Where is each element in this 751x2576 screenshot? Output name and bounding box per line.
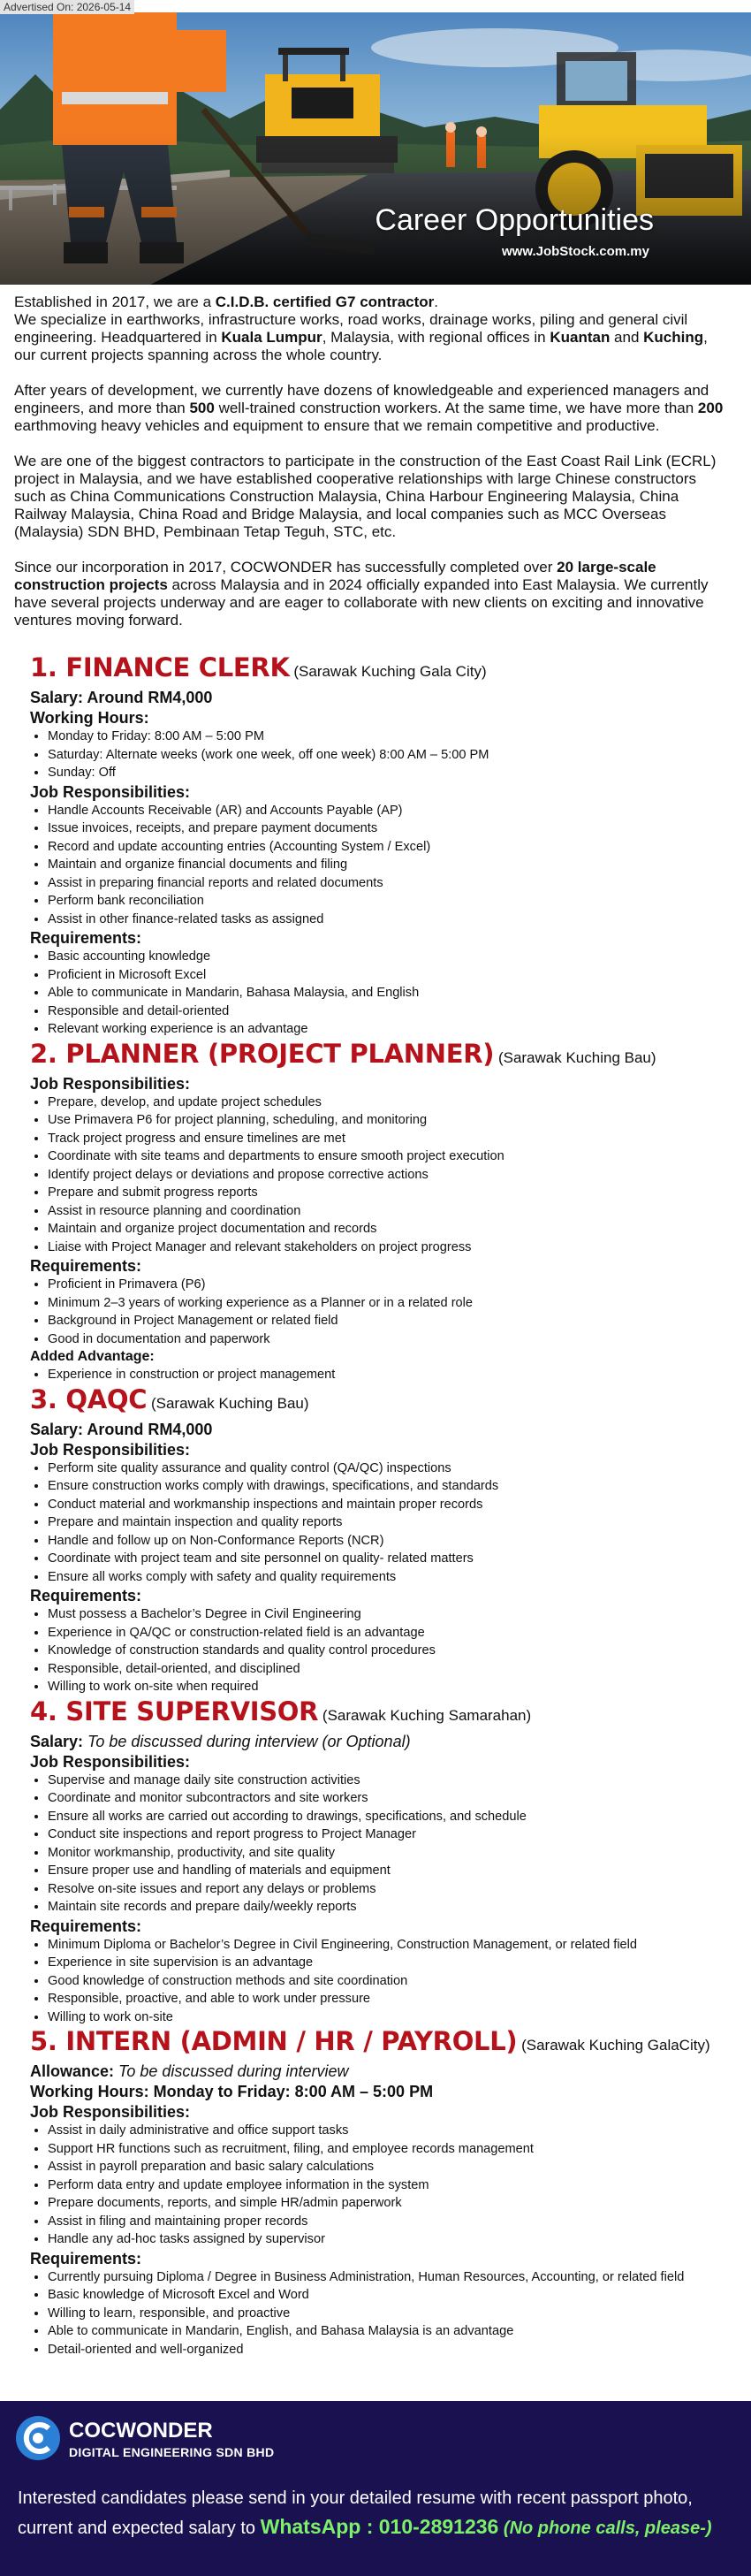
- intro-bold: Kuching: [643, 329, 704, 346]
- requirements-list: [30, 1276, 737, 1348]
- list-item: • Experience in QA/QC or construction-related field is an advantage: [48, 1624, 737, 1642]
- section-heading: Working Hours:: [30, 709, 149, 727]
- whatsapp-number[interactable]: WhatsApp : 010-2891236: [260, 2515, 499, 2538]
- list-item: • Willing to learn, responsible, and proactive: [48, 2305, 737, 2323]
- job-heading: [30, 1039, 737, 1074]
- advantage-list: [30, 1366, 737, 1384]
- list-item: • Assist in other finance-related tasks as assigned: [48, 911, 737, 929]
- intro-text: , our current projects spanning across the whole country.: [14, 329, 708, 363]
- hero-banner: [0, 12, 751, 285]
- list-item: • Proficient in Microsoft Excel: [48, 966, 737, 985]
- list-item: • Support HR functions such as recruitment, filing, and employee records management: [48, 2140, 737, 2159]
- company-name: COCWONDER: [69, 2419, 213, 2443]
- job-location: (Sarawak Kuching Bau): [147, 1394, 309, 1412]
- list-item: • Knowledge of construction standards and quality control procedures: [48, 1642, 737, 1660]
- list-item: • Assist in filing and maintaining proper records: [48, 2213, 737, 2231]
- working-hours-list: [30, 728, 737, 782]
- responsibilities-list: [30, 1459, 737, 1587]
- list-item: • Monday to Friday: 8:00 AM – 5:00 PM: [48, 728, 737, 746]
- list-item: • Prepare documents, reports, and simple HR/admin paperwork: [48, 2194, 737, 2213]
- list-item: • Identify project delays or deviations and propose corrective actions: [48, 1166, 737, 1185]
- list-item: • Good in documentation and paperwork: [48, 1330, 737, 1349]
- section-heading: Job Responsibilities:: [30, 1752, 191, 1771]
- job-title: 2. PLANNER (PROJECT PLANNER): [30, 1038, 495, 1069]
- list-item: • Assist in resource planning and coordination: [48, 1202, 737, 1221]
- company-intro: [14, 293, 730, 647]
- list-item: • Willing to work on-site: [48, 2008, 737, 2027]
- responsibilities-list: [30, 1772, 737, 1917]
- contact-text: Interested candidates please send in your detailed resume with recent passport photo, current and expected salary to: [18, 2488, 693, 2538]
- list-item: • Maintain site records and prepare daily/weekly reports: [48, 1898, 737, 1917]
- company-subtitle: DIGITAL ENGINEERING SDN BHD: [69, 2445, 275, 2459]
- intro-text: After years of development, we currently have dozens of knowledgeable and experienced managers and engineers, and more than: [14, 382, 709, 416]
- job-location: (Sarawak Kuching Samarahan): [318, 1706, 532, 1724]
- section-heading: Job Responsibilities:: [30, 782, 191, 801]
- requirements-list: [30, 1605, 737, 1696]
- intro-text: across Malaysia and in 2024 officially expanded into East Malaysia. We currently have several projects underway and are eager to collaborate with new clients on exciting and innovative ventures moving forward.: [14, 576, 709, 629]
- job-location: (Sarawak Kuching Gala City): [289, 663, 487, 680]
- intro-paragraph-4: [14, 559, 730, 629]
- no-calls-note: (No phone calls, please-): [503, 2519, 712, 2538]
- list-item: • Liaise with Project Manager and relevant stakeholders on project progress: [48, 1238, 737, 1257]
- list-item: • Perform data entry and update employee information in the system: [48, 2176, 737, 2195]
- list-item: • Assist in daily administrative and office support tasks: [48, 2122, 737, 2140]
- responsibilities-list: [30, 802, 737, 929]
- intro-bold: Kuantan: [550, 329, 611, 346]
- list-item: • Supervise and manage daily site construction activities: [48, 1772, 737, 1790]
- list-item: • Maintain and organize financial documents and filing: [48, 856, 737, 874]
- intro-text: We specialize in earthworks, infrastructure works, road works, drainage works, piling and general civil engineering. Headquartered in: [14, 311, 688, 346]
- intro-bold: 20 large-scale construction projects: [14, 559, 656, 593]
- list-item: • Coordinate and monitor subcontractors and site workers: [48, 1789, 737, 1808]
- intro-bold: 200: [697, 400, 724, 416]
- list-item: • Record and update accounting entries (Accounting System / Excel): [48, 838, 737, 857]
- job-title: 5. INTERN (ADMIN / HR / PAYROLL): [30, 2026, 518, 2056]
- section-heading: Requirements:: [30, 1257, 142, 1275]
- list-item: • Responsible and detail-oriented: [48, 1002, 737, 1021]
- list-item: • Ensure proper use and handling of materials and equipment: [48, 1862, 737, 1880]
- list-item: • Prepare, develop, and update project schedules: [48, 1094, 737, 1112]
- job-salary: [30, 1732, 737, 1752]
- job-working-hours: Working Hours: Monday to Friday: 8:00 AM – 5:00 PM: [30, 2083, 434, 2100]
- list-item: • Assist in payroll preparation and basic salary calculations: [48, 2158, 737, 2176]
- list-item: • Prepare and maintain inspection and quality reports: [48, 1513, 737, 1532]
- list-item: • Must possess a Bachelor’s Degree in Civil Engineering: [48, 1605, 737, 1624]
- list-item: • Perform bank reconciliation: [48, 892, 737, 911]
- hero-website: www.JobStock.com.my: [502, 244, 649, 259]
- list-item: • Issue invoices, receipts, and prepare payment documents: [48, 819, 737, 838]
- list-item: • Conduct site inspections and report progress to Project Manager: [48, 1825, 737, 1844]
- job-site-supervisor: [30, 1696, 737, 2027]
- company-logo-icon: [14, 2414, 62, 2462]
- list-item: • Use Primavera P6 for project planning, scheduling, and monitoring: [48, 1111, 737, 1130]
- list-item: • Detail-oriented and well-organized: [48, 2341, 737, 2359]
- list-item: • Good knowledge of construction methods and site coordination: [48, 1972, 737, 1991]
- job-salary: Salary: Around RM4,000: [30, 1420, 213, 1438]
- intro-text: well-trained construction workers. At the same time, we have more than: [214, 400, 698, 416]
- job-heading: [30, 1696, 737, 1732]
- intro-text: , Malaysia, with regional offices in: [322, 329, 550, 346]
- list-item: • Sunday: Off: [48, 764, 737, 782]
- intro-paragraph-2: [14, 382, 730, 435]
- section-heading: Added Advantage:: [30, 1349, 155, 1364]
- list-item: • Conduct material and workmanship inspections and maintain proper records: [48, 1496, 737, 1514]
- requirements-list: [30, 1936, 737, 2027]
- job-location: (Sarawak Kuching Bau): [494, 1048, 656, 1066]
- contact-instructions: [18, 2484, 742, 2542]
- list-item: • Handle Accounts Receivable (AR) and Accounts Payable (AP): [48, 802, 737, 820]
- intro-text: .: [434, 293, 438, 310]
- list-item: • Handle any ad-hoc tasks assigned by supervisor: [48, 2230, 737, 2249]
- allowance-label: Allowance:: [30, 2062, 119, 2080]
- salary-label: Salary:: [30, 1732, 88, 1750]
- list-item: • Coordinate with project team and site personnel on quality- related matters: [48, 1550, 737, 1568]
- list-item: • Willing to work on-site when required: [48, 1678, 737, 1696]
- list-item: • Background in Project Management or related field: [48, 1312, 737, 1330]
- list-item: • Prepare and submit progress reports: [48, 1184, 737, 1202]
- list-item: • Ensure all works are carried out according to drawings, specifications, and schedule: [48, 1808, 737, 1826]
- section-heading: Requirements:: [30, 1587, 142, 1604]
- requirements-list: [30, 948, 737, 1039]
- list-item: • Monitor workmanship, productivity, and site quality: [48, 1844, 737, 1863]
- list-item: • Ensure all works comply with safety and quality requirements: [48, 1568, 737, 1587]
- section-heading: Job Responsibilities:: [30, 1440, 191, 1459]
- list-item: • Maintain and organize project documentation and records: [48, 1220, 737, 1238]
- intro-text: Established in 2017, we are a: [14, 293, 216, 310]
- list-item: • Relevant working experience is an advantage: [48, 1020, 737, 1039]
- list-item: • Experience in construction or project management: [48, 1366, 737, 1384]
- list-item: • Saturday: Alternate weeks (work one week, off one week) 8:00 AM – 5:00 PM: [48, 746, 737, 765]
- list-item: • Minimum Diploma or Bachelor’s Degree in Civil Engineering, Construction Management, or related field: [48, 1936, 737, 1955]
- section-heading: Job Responsibilities:: [30, 2103, 191, 2121]
- list-item: • Perform site quality assurance and quality control (QA/QC) inspections: [48, 1459, 737, 1478]
- section-heading: Requirements:: [30, 1917, 142, 1935]
- list-item: • Able to communicate in Mandarin, English, and Bahasa Malaysia is an advantage: [48, 2322, 737, 2341]
- job-intern: [30, 2026, 737, 2359]
- hero-title: Career Opportunities: [375, 203, 654, 237]
- section-heading: Job Responsibilities:: [30, 1074, 191, 1093]
- job-allowance: [30, 2062, 737, 2082]
- job-title: 4. SITE SUPERVISOR: [30, 1696, 319, 1726]
- advertised-date: Advertised On: 2026-05-14: [0, 0, 134, 14]
- intro-paragraph-3: We are one of the biggest contractors to participate in the construction of the East Coast Rail Link (ECRL) project in Malaysia, and we have established cooperative relationships with large Chinese constructors such as China Communications Construction Malaysia, China Harbour Engineering Malaysia, China Railway Malaysia, China Road and Bridge Malaysia, and local companies such as MCC Overseas (Malaysia) SDN BHD, Pembinaan Tetap Teguh, STC, etc.: [14, 453, 717, 540]
- responsibilities-list: [30, 1094, 737, 1257]
- list-item: • Currently pursuing Diploma / Degree in Business Administration, Human Resources, Accounting, or related field: [48, 2268, 737, 2287]
- list-item: • Able to communicate in Mandarin, Bahasa Malaysia, and English: [48, 984, 737, 1002]
- intro-bold: Kuala Lumpur: [221, 329, 322, 346]
- intro-bold: C.I.D.B. certified G7 contractor: [215, 293, 435, 310]
- job-project-planner: [30, 1039, 737, 1384]
- section-heading: Requirements:: [30, 2249, 142, 2267]
- job-qaqc: [30, 1384, 737, 1696]
- list-item: • Basic knowledge of Microsoft Excel and Word: [48, 2286, 737, 2305]
- job-heading: [30, 2026, 737, 2062]
- job-listings: [30, 652, 737, 2359]
- responsibilities-list: [30, 2122, 737, 2249]
- list-item: • Coordinate with site teams and departments to ensure smooth project execution: [48, 1147, 737, 1166]
- list-item: • Handle and follow up on Non-Conformance Reports (NCR): [48, 1532, 737, 1551]
- section-heading: Requirements:: [30, 929, 142, 947]
- intro-bold: 500: [189, 400, 215, 416]
- job-heading: [30, 1384, 737, 1420]
- allowance-value: To be discussed during interview: [118, 2062, 349, 2080]
- intro-paragraph-1: [14, 293, 730, 364]
- list-item: • Assist in preparing financial reports and related documents: [48, 874, 737, 893]
- list-item: • Proficient in Primavera (P6): [48, 1276, 737, 1294]
- intro-text: earthmoving heavy vehicles and equipment to ensure that we remain competitive and productive.: [14, 417, 660, 434]
- list-item: • Ensure construction works comply with drawings, specifications, and standards: [48, 1477, 737, 1496]
- job-location: (Sarawak Kuching GalaCity): [517, 2037, 710, 2054]
- list-item: • Track project progress and ensure timelines are met: [48, 1130, 737, 1148]
- job-title: 3. QAQC: [30, 1383, 148, 1414]
- list-item: • Experience in site supervision is an advantage: [48, 1954, 737, 1972]
- requirements-list: [30, 2268, 737, 2359]
- list-item: • Basic accounting knowledge: [48, 948, 737, 966]
- list-item: • Resolve on-site issues and report any delays or problems: [48, 1880, 737, 1899]
- list-item: • Minimum 2–3 years of working experience as a Planner or in a related role: [48, 1294, 737, 1313]
- footer-banner: [0, 2401, 751, 2576]
- intro-text: and: [610, 329, 644, 346]
- job-finance-clerk: [30, 652, 737, 1039]
- list-item: • Responsible, detail-oriented, and disciplined: [48, 1660, 737, 1679]
- job-salary: Salary: Around RM4,000: [30, 689, 213, 706]
- job-title: 1. FINANCE CLERK: [30, 652, 290, 682]
- intro-text: Since our incorporation in 2017, COCWONDER has successfully completed over: [14, 559, 558, 575]
- salary-value: To be discussed during interview (or Optional): [87, 1732, 411, 1750]
- list-item: • Responsible, proactive, and able to work under pressure: [48, 1990, 737, 2008]
- job-heading: [30, 652, 737, 688]
